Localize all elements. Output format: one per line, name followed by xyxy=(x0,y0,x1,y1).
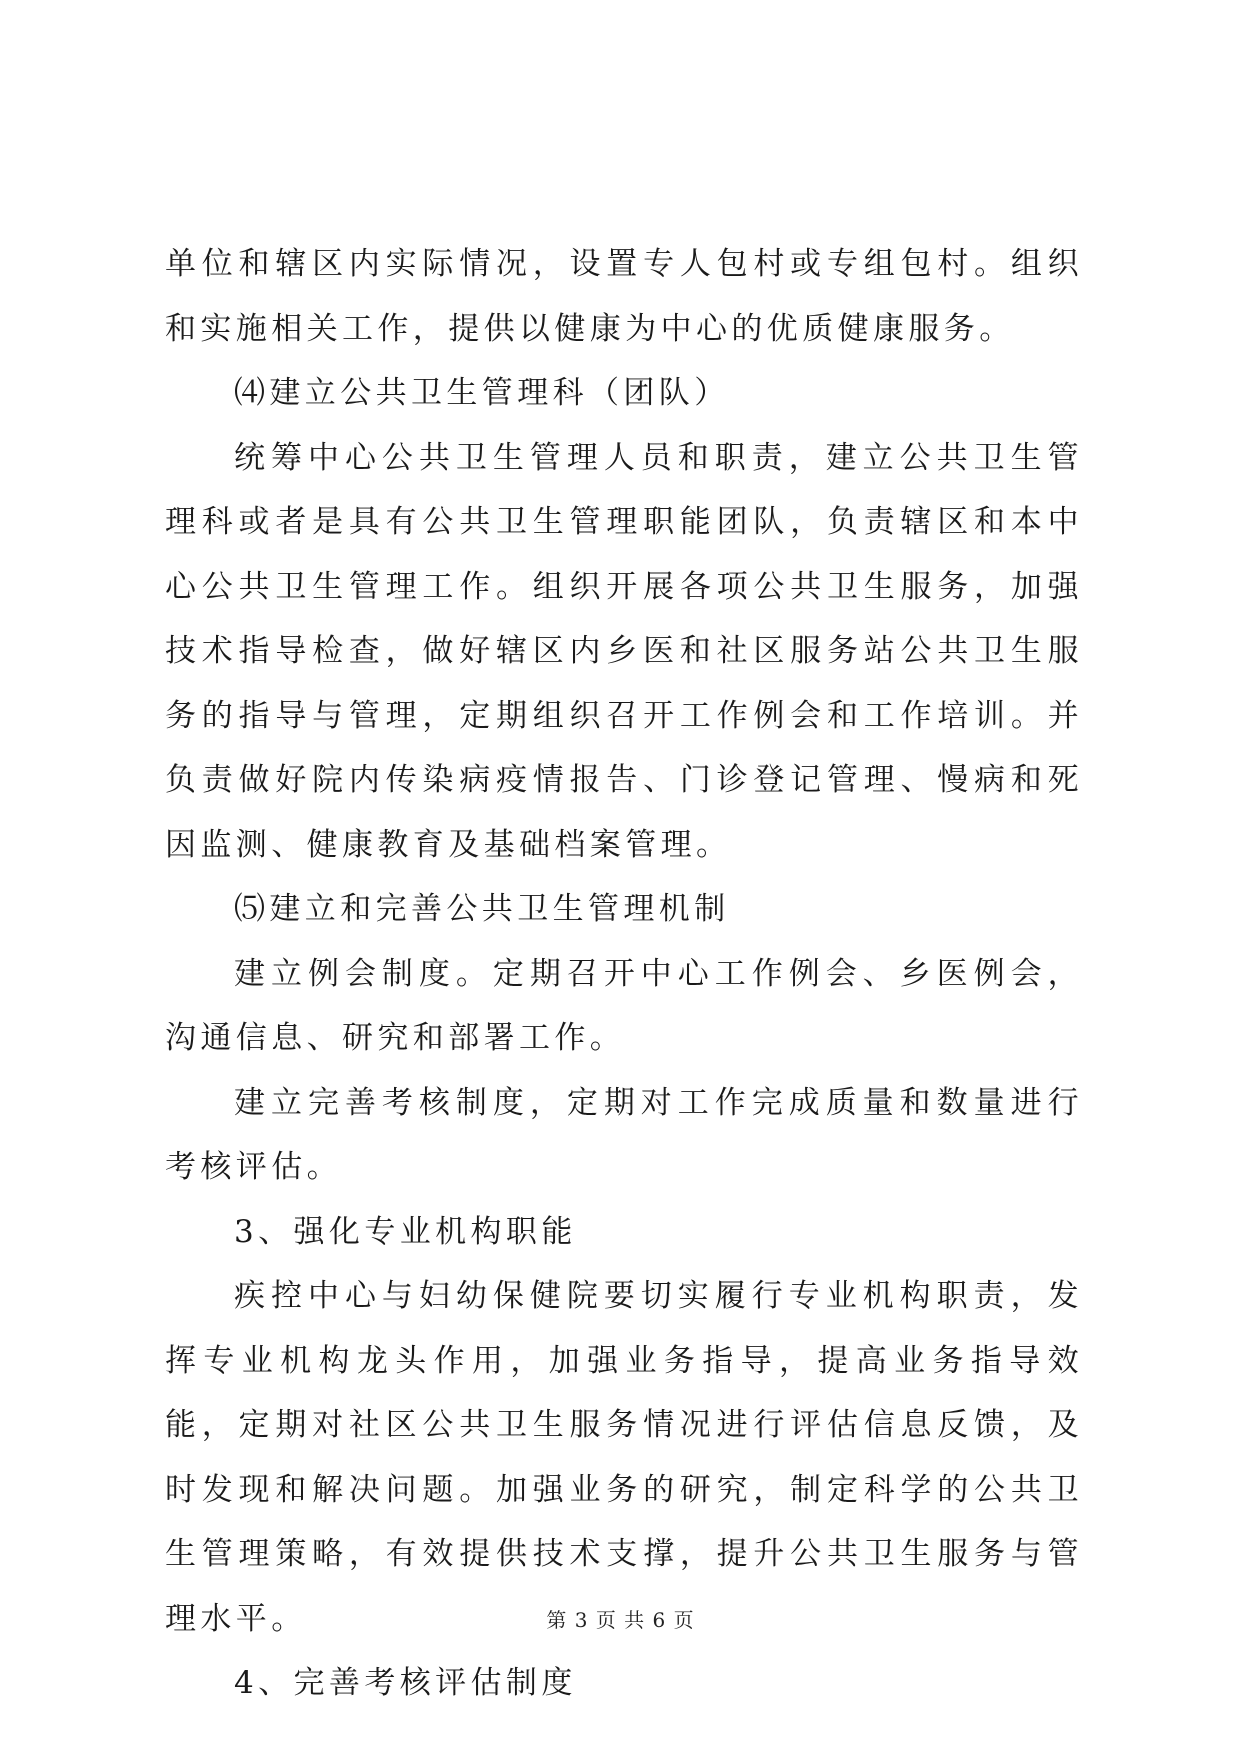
paragraph-public-health-management: 统筹中心公共卫生管理人员和职责，建立公共卫生管理科或者是具有公共卫生管理职能团队，负责辖区和本中心公共卫生管理工作。组织开展各项公共卫生服务，加强技术指导检查，做好辖区内乡医和社区服务站公共卫生服务的指导与管理，定期组织召开工作例会和工作培训。并负责做好院内传染病疫情报告、门诊登记管理、慢病和死因监测、健康教育及基础档案管理。 xyxy=(165,439,1083,863)
heading-management-mechanism: ⑸建立和完善公共卫生管理机制 xyxy=(234,891,730,927)
paragraph-meeting-system: 建立例会制度。定期召开中心工作例会、乡医例会，沟通信息、研究和部署工作。 xyxy=(165,955,1083,1056)
heading-assessment-evaluation: 4、完善考核评估制度 xyxy=(234,1665,577,1701)
heading-professional-institutions: 3、强化专业机构职能 xyxy=(234,1213,577,1250)
paragraph-continuation: 单位和辖区内实际情况，设置专人包村或专组包村。组织和实施相关工作，提供以健康为中心的优质健康服务。 xyxy=(165,246,1083,347)
paragraph-professional-institutions: 疾控中心与妇幼保健院要切实履行专业机构职责，发挥专业机构龙头作用，加强业务指导，提高业务指导效能，定期对社区公共卫生服务情况进行评估信息反馈，及时发现和解决问题。加强业务的研究，制定科学的公共卫生管理策略，有效提供技术支撑，提升公共卫生服务与管理水平。 xyxy=(165,1278,1083,1637)
page-footer: 第 3 页 共 6 页 xyxy=(546,1608,695,1632)
heading-public-health-management-section: ⑷建立公共卫生管理科（团队） xyxy=(234,375,730,411)
paragraph-assessment-system: 建立完善考核制度，定期对工作完成质量和数量进行考核评估。 xyxy=(165,1084,1083,1185)
document-body xyxy=(165,232,1083,1716)
